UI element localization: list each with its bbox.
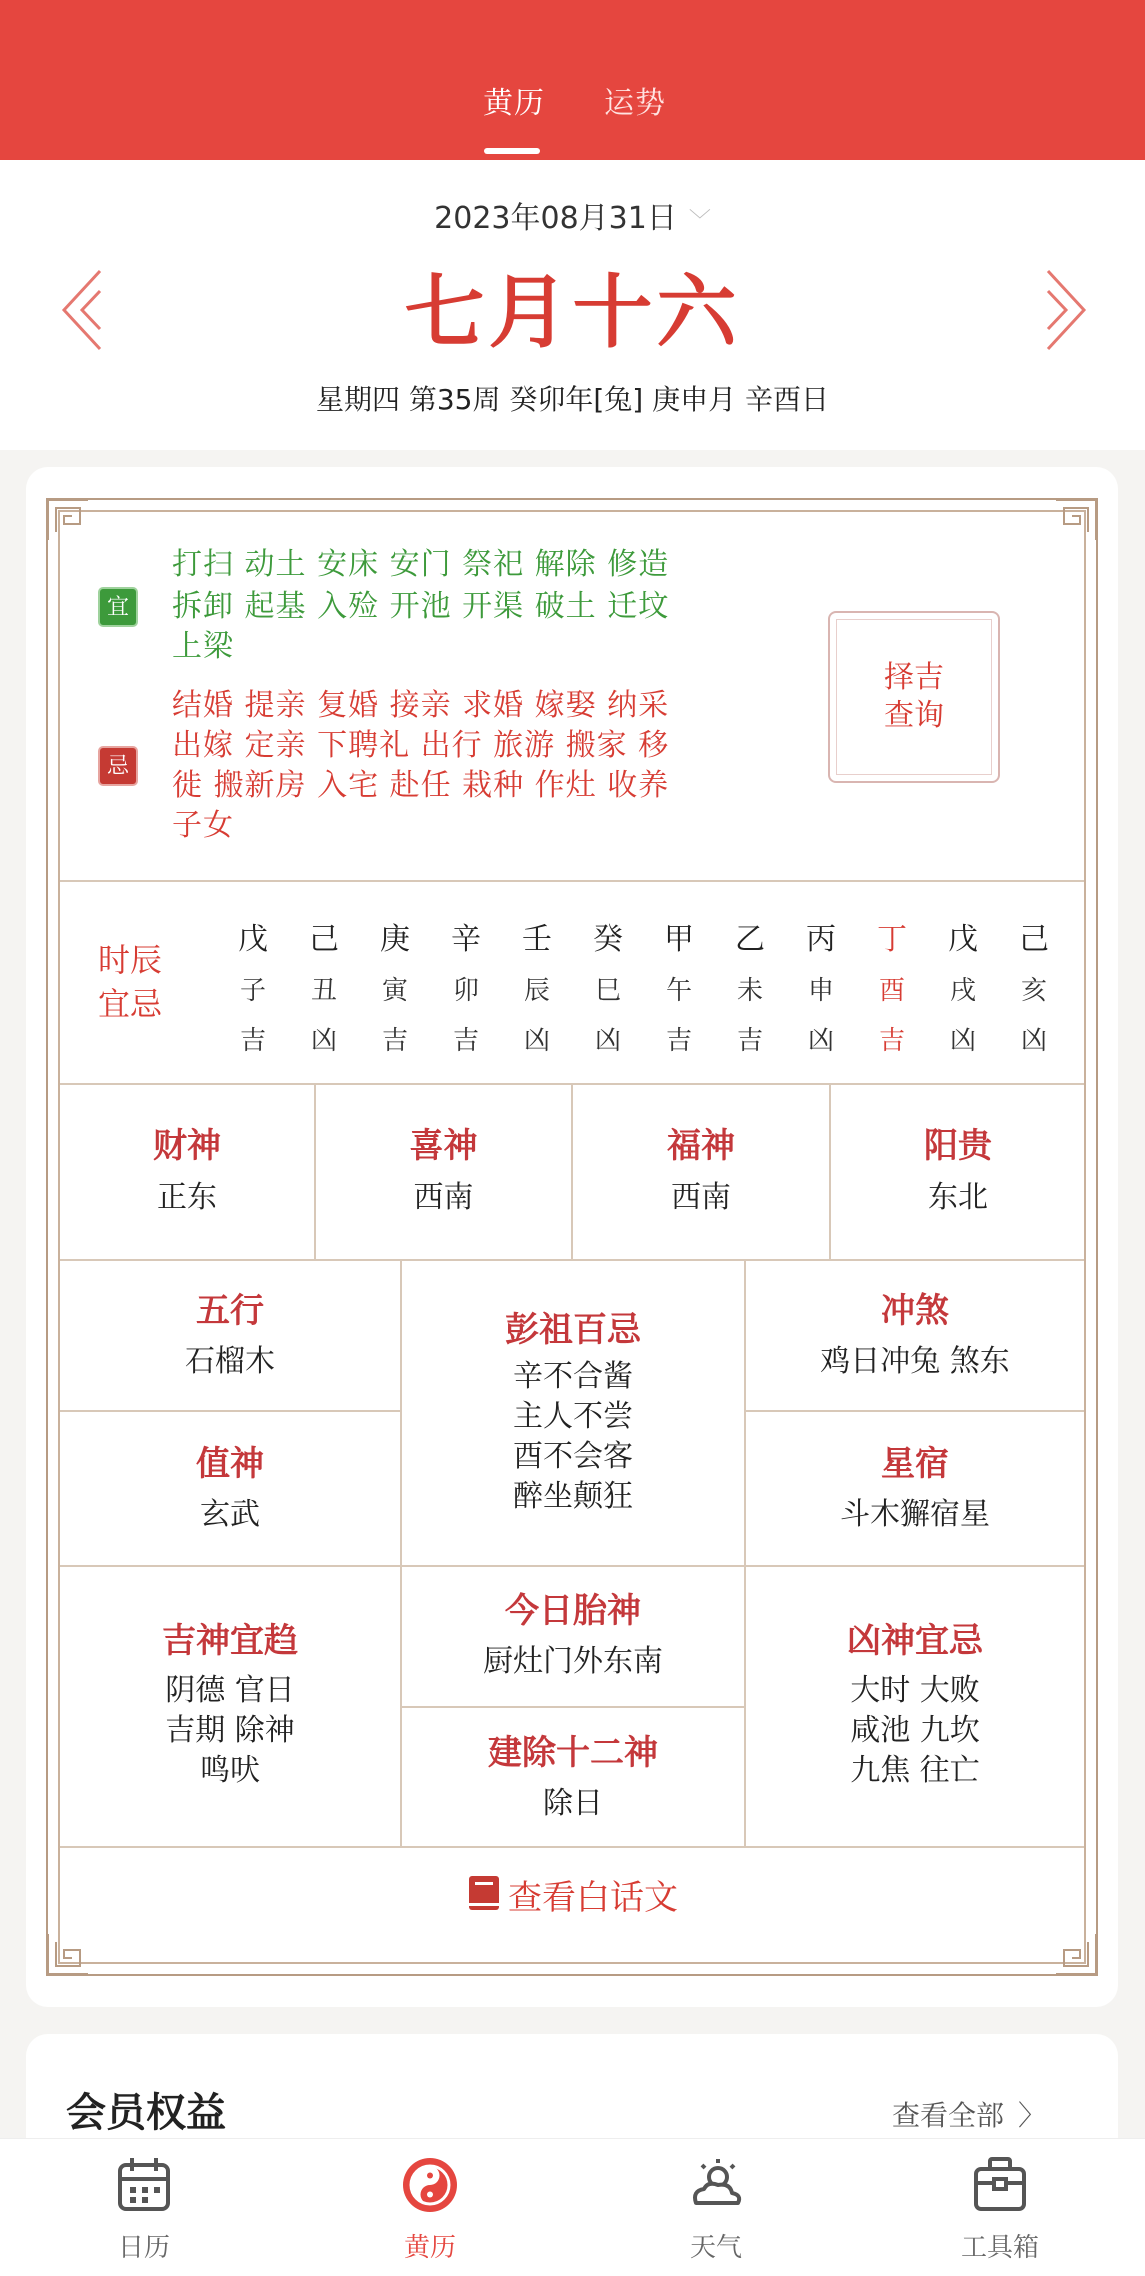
shichen-gan-cell: 戊 bbox=[948, 922, 978, 957]
toolbox-icon bbox=[968, 2153, 1032, 2217]
view-all-link[interactable] bbox=[892, 2094, 1046, 2134]
xiongshen-title: 凶神宜忌 bbox=[847, 1621, 983, 1661]
divider bbox=[829, 1083, 831, 1259]
shichen-jixiong-cell: 凶 bbox=[949, 1026, 976, 1056]
nav-calendar-label: 日历 bbox=[117, 2233, 170, 2263]
shichen-gan-cell: 壬 bbox=[522, 922, 552, 957]
divider bbox=[60, 880, 1084, 882]
shichen-jixiong-cell: 凶 bbox=[807, 1026, 834, 1056]
zeji-query-button[interactable] bbox=[828, 611, 1000, 783]
nav-calendar[interactable] bbox=[84, 2153, 204, 2264]
pengzu-title: 彭祖百忌 bbox=[505, 1310, 641, 1350]
shichen-gan-cell: 庚 bbox=[380, 922, 410, 957]
ji-line: 徙 搬新房 入宅 赴任 栽种 作灶 收养 bbox=[172, 768, 670, 803]
pengzu-lines: 辛不合酱 主人不尝 酉不会客 醉坐颠狂 bbox=[513, 1359, 633, 1514]
member-benefits-title: 会员权益 bbox=[66, 2090, 226, 2136]
shichen-gan-cell: 癸 bbox=[593, 922, 623, 957]
shichen-jixiong-cell: 凶 bbox=[310, 1026, 337, 1056]
wuxing-value: 石榴木 bbox=[185, 1344, 275, 1379]
shichen-zhi-cell: 午 bbox=[665, 976, 692, 1006]
ji-line: 出嫁 定亲 下聘礼 出行 旅游 搬家 移 bbox=[172, 728, 670, 763]
shichen-gan-cell: 辛 bbox=[451, 922, 481, 957]
weather-icon bbox=[684, 2153, 748, 2217]
shichen-jixiong-cell: 凶 bbox=[1020, 1026, 1047, 1056]
xishen-title: 喜神 bbox=[409, 1126, 478, 1166]
date-header bbox=[0, 160, 1145, 450]
shichen-zhi-cell: 卯 bbox=[452, 976, 479, 1006]
divider bbox=[400, 1706, 744, 1708]
nav-weather[interactable] bbox=[656, 2153, 776, 2264]
view-all-label: 查看全部 bbox=[892, 2099, 1005, 2132]
jishen-lines: 阴德 官日 吉期 除神 鸣吠 bbox=[165, 1673, 295, 1788]
divider bbox=[60, 1846, 1084, 1848]
xiongshen-lines: 大时 大败 咸池 九坎 九焦 往亡 bbox=[850, 1673, 980, 1788]
nav-toolbox-label: 工具箱 bbox=[960, 2233, 1039, 2263]
bottom-nav bbox=[0, 2138, 1145, 2276]
chongsha-title: 冲煞 bbox=[881, 1291, 949, 1331]
shichen-gan-cell: 丁 bbox=[877, 922, 907, 957]
ji-badge: 忌 bbox=[98, 746, 138, 786]
ji-line: 子女 bbox=[172, 808, 234, 843]
shichen-zhi-cell: 戌 bbox=[949, 976, 976, 1006]
caishen-title: 财神 bbox=[153, 1126, 221, 1166]
divider bbox=[744, 1410, 1084, 1412]
shichen-gan-cell: 甲 bbox=[664, 922, 694, 957]
divider bbox=[60, 1259, 1084, 1261]
nav-huangli-label: 黄历 bbox=[403, 2233, 456, 2263]
shichen-zhi-cell: 寅 bbox=[381, 976, 408, 1006]
yanggui-title: 阳贵 bbox=[924, 1126, 992, 1166]
wuxing-title: 五行 bbox=[196, 1291, 264, 1331]
shichen-jixiong-cell: 吉 bbox=[452, 1026, 479, 1056]
shichen-jixiong-cell: 凶 bbox=[594, 1026, 621, 1056]
taishen-value: 厨灶门外东南 bbox=[483, 1644, 663, 1679]
shichen-zhi-cell: 酉 bbox=[878, 976, 905, 1006]
active-tab-indicator bbox=[484, 148, 540, 154]
yi-line: 打扫 动土 安床 安门 祭祀 解除 修造 bbox=[172, 547, 670, 582]
shichen-label: 时辰 宜忌 bbox=[98, 941, 163, 1023]
corner-ornament-icon bbox=[1054, 498, 1098, 542]
corner-ornament-icon bbox=[46, 1932, 90, 1976]
caishen-value: 正东 bbox=[157, 1180, 217, 1215]
yi-line: 上梁 bbox=[172, 629, 234, 664]
xingxiu-value: 斗木獬宿星 bbox=[840, 1497, 990, 1532]
divider bbox=[571, 1083, 573, 1259]
ji-line: 结婚 提亲 复婚 接亲 求婚 嫁娶 纳采 bbox=[172, 688, 670, 723]
shichen-jixiong-cell: 吉 bbox=[665, 1026, 692, 1056]
chongsha-value: 鸡日冲兔 煞东 bbox=[820, 1344, 1010, 1379]
jishen-title: 吉神宜趋 bbox=[162, 1621, 298, 1661]
divider bbox=[60, 1565, 1084, 1567]
yi-badge: 宜 bbox=[98, 587, 138, 627]
next-day-arrow-icon[interactable] bbox=[1040, 265, 1090, 355]
lunar-date: 七月十六 bbox=[404, 265, 741, 359]
xishen-value: 西南 bbox=[413, 1180, 474, 1215]
shichen-zhi-cell: 未 bbox=[736, 976, 763, 1006]
taishen-title: 今日胎神 bbox=[505, 1591, 641, 1631]
top-bar bbox=[0, 0, 1145, 160]
corner-ornament-icon bbox=[1054, 1932, 1098, 1976]
shichen-zhi-cell: 丑 bbox=[310, 976, 337, 1006]
shichen-jixiong-cell: 吉 bbox=[381, 1026, 408, 1056]
shichen-gan-cell: 己 bbox=[1019, 922, 1049, 957]
jianchu-title: 建除十二神 bbox=[488, 1733, 658, 1773]
book-icon bbox=[466, 1873, 502, 1913]
date-sub-info: 星期四 第35周 癸卯年[兔] 庚申月 辛酉日 bbox=[315, 383, 830, 416]
zhishen-value: 玄武 bbox=[200, 1497, 260, 1532]
nav-weather-label: 天气 bbox=[689, 2233, 742, 2263]
huangli-logo-icon bbox=[398, 2153, 462, 2217]
date-selector-label: 2023年08月31日 bbox=[434, 201, 677, 236]
nav-huangli[interactable] bbox=[370, 2153, 490, 2264]
zeji-query-label: 择吉 查询 bbox=[884, 660, 944, 733]
shichen-gan-cell: 戊 bbox=[238, 922, 268, 957]
jianchu-value: 除日 bbox=[543, 1786, 603, 1821]
view-baihua-label: 查看白话文 bbox=[508, 1878, 678, 1918]
zhishen-title: 值神 bbox=[196, 1444, 264, 1484]
tab-yunshi[interactable]: 运势 bbox=[604, 86, 666, 121]
fushen-value: 西南 bbox=[671, 1180, 731, 1215]
divider bbox=[60, 1410, 400, 1412]
date-selector[interactable] bbox=[0, 193, 1145, 237]
yi-line: 拆卸 起基 入殓 开池 开渠 破土 迁坟 bbox=[172, 589, 670, 624]
tab-huangli[interactable]: 黄历 bbox=[483, 86, 545, 121]
divider bbox=[314, 1083, 316, 1259]
corner-ornament-icon bbox=[46, 498, 90, 542]
yanggui-value: 东北 bbox=[928, 1180, 988, 1215]
shichen-zhi-cell: 申 bbox=[807, 976, 834, 1006]
prev-day-arrow-icon[interactable] bbox=[58, 265, 108, 355]
shichen-gan-cell: 丙 bbox=[806, 922, 836, 957]
shichen-jixiong-cell: 凶 bbox=[523, 1026, 550, 1056]
chevron-down-icon: ﹀ bbox=[688, 209, 711, 234]
shichen-jixiong-cell: 吉 bbox=[239, 1026, 266, 1056]
fushen-title: 福神 bbox=[667, 1126, 735, 1166]
view-baihua-link[interactable] bbox=[60, 1870, 1084, 1919]
shichen-jixiong-cell: 吉 bbox=[736, 1026, 763, 1056]
nav-toolbox[interactable] bbox=[940, 2153, 1060, 2264]
shichen-zhi-cell: 子 bbox=[239, 976, 266, 1006]
shichen-jixiong-cell: 吉 bbox=[878, 1026, 905, 1056]
shichen-gan-cell: 乙 bbox=[735, 922, 765, 957]
chevron-right-icon: 〉 bbox=[1018, 2099, 1047, 2132]
shichen-zhi-cell: 辰 bbox=[523, 976, 550, 1006]
xingxiu-title: 星宿 bbox=[881, 1444, 949, 1484]
shichen-zhi-cell: 亥 bbox=[1020, 976, 1047, 1006]
calendar-icon bbox=[112, 2153, 176, 2217]
shichen-gan-cell: 己 bbox=[309, 922, 339, 957]
shichen-zhi-cell: 巳 bbox=[594, 976, 621, 1006]
